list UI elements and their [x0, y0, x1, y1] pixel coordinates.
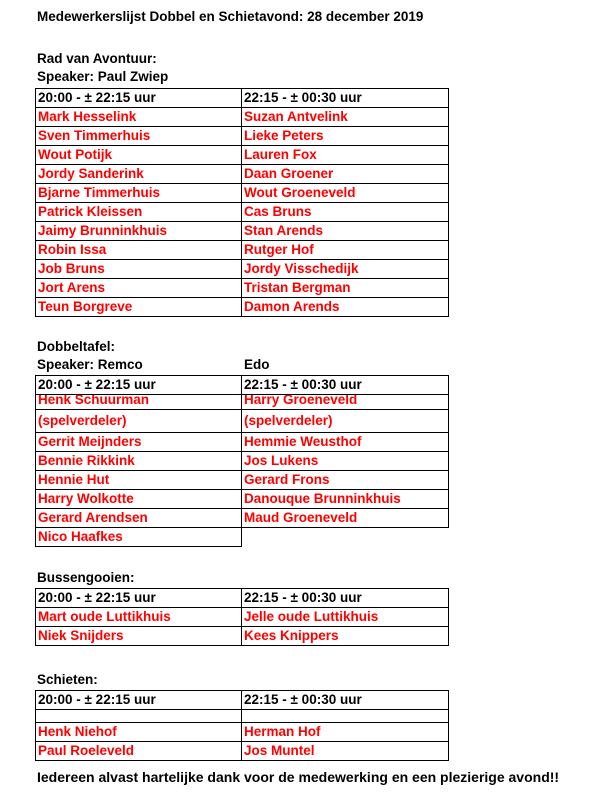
table-row: [36, 410, 449, 433]
col1-header: 20:00 - ± 22:15 uur: [36, 89, 242, 108]
name-cell: Gerard Arendsen: [36, 509, 242, 528]
table-row: [36, 627, 449, 646]
name-cell: Wout Potijk: [36, 146, 242, 165]
rad-table: [35, 88, 449, 317]
name-cell: Hennie Hut: [36, 471, 242, 490]
col2-header: 22:15 - ± 00:30 uur: [242, 376, 449, 395]
dobbel-speaker-left: Speaker: Remco: [37, 357, 143, 372]
table-row: [36, 108, 449, 127]
bussen-heading: Bussengooien:: [37, 570, 135, 585]
table-row: [36, 490, 449, 509]
name-cell: Stan Arends: [242, 222, 449, 241]
table-header-row: [36, 89, 449, 108]
table-row: [36, 260, 449, 279]
table-row: [36, 742, 449, 761]
page-title: Medewerkerslijst Dobbel en Schietavond: 28 december 2019: [37, 9, 424, 24]
name-cell: (spelverdeler): [36, 410, 242, 433]
name-cell: Wout Groeneveld: [242, 184, 449, 203]
col1-header: 20:00 - ± 22:15 uur: [36, 589, 242, 608]
schieten-heading: Schieten:: [37, 672, 98, 687]
table-row: [36, 471, 449, 490]
dobbel-speaker-right: Edo: [244, 357, 270, 372]
name-cell: Herman Hof: [242, 723, 449, 742]
empty-cell: [36, 710, 242, 723]
table-row: [36, 608, 449, 627]
col2-header: 22:15 - ± 00:30 uur: [242, 589, 449, 608]
name-cell: Suzan Antvelink: [242, 108, 449, 127]
name-cell: Patrick Kleissen: [36, 203, 242, 222]
name-cell: Mark Hesselink: [36, 108, 242, 127]
name-cell: Jelle oude Luttikhuis: [242, 608, 449, 627]
name-cell: Jos Lukens: [242, 452, 449, 471]
footer-message: Iedereen alvast hartelijke dank voor de medewerking en een plezierige avond!!: [37, 769, 560, 785]
name-cell: Jordy Sanderink: [36, 165, 242, 184]
table-row: [36, 127, 449, 146]
name-cell: Danouque Brunninkhuis: [242, 490, 449, 509]
name-cell: Jordy Visschedijk: [242, 260, 449, 279]
name-cell: Kees Knippers: [242, 627, 449, 646]
name-cell: Jos Muntel: [242, 742, 449, 761]
name-cell: Gerard Frons: [242, 471, 449, 490]
table-row: [36, 509, 449, 528]
name-cell: Henk Schuurman: [36, 395, 242, 410]
name-cell: Paul Roeleveld: [36, 742, 242, 761]
name-cell: Gerrit Meijnders: [36, 433, 242, 452]
table-header-row: [36, 691, 449, 710]
table-row: [36, 528, 449, 547]
name-cell: Mart oude Luttikhuis: [36, 608, 242, 627]
name-cell: Robin Issa: [36, 241, 242, 260]
rad-heading: Rad van Avontuur:: [37, 51, 157, 66]
name-cell: Bennie Rikkink: [36, 452, 242, 471]
dobbel-heading: Dobbeltafel:: [37, 339, 116, 354]
name-cell: (spelverdeler): [242, 410, 449, 433]
table-row: [36, 710, 449, 723]
rad-speaker: Speaker: Paul Zwiep: [37, 69, 169, 84]
col1-header: 20:00 - ± 22:15 uur: [36, 691, 242, 710]
bussen-table: [35, 588, 449, 646]
name-cell: Jaimy Brunninkhuis: [36, 222, 242, 241]
name-cell: Maud Groeneveld: [242, 509, 449, 528]
name-cell: Daan Groener: [242, 165, 449, 184]
name-cell: Jort Arens: [36, 279, 242, 298]
table-row: [36, 222, 449, 241]
name-cell: Cas Bruns: [242, 203, 449, 222]
name-cell: Teun Borgreve: [36, 298, 242, 317]
table-row: [36, 395, 449, 410]
name-cell: Hemmie Weusthof: [242, 433, 449, 452]
col2-header: 22:15 - ± 00:30 uur: [242, 691, 449, 710]
name-cell: Harry Groeneveld: [242, 395, 449, 410]
name-cell: Sven Timmerhuis: [36, 127, 242, 146]
table-header-row: [36, 589, 449, 608]
dobbel-table: [35, 375, 449, 547]
name-cell: Niek Snijders: [36, 627, 242, 646]
empty-cell: [242, 528, 449, 547]
name-cell: Bjarne Timmerhuis: [36, 184, 242, 203]
table-row: [36, 279, 449, 298]
table-row: [36, 165, 449, 184]
col2-header: 22:15 - ± 00:30 uur: [242, 89, 449, 108]
name-cell: Rutger Hof: [242, 241, 449, 260]
schieten-table: [35, 690, 449, 761]
table-row: [36, 241, 449, 260]
empty-cell: [242, 710, 449, 723]
table-row: [36, 298, 449, 317]
name-cell: Tristan Bergman: [242, 279, 449, 298]
table-row: [36, 146, 449, 165]
table-row: [36, 184, 449, 203]
col1-header: 20:00 - ± 22:15 uur: [36, 376, 242, 395]
table-row: [36, 433, 449, 452]
name-cell: Nico Haafkes: [36, 528, 242, 547]
name-cell: Job Bruns: [36, 260, 242, 279]
name-cell: Lieke Peters: [242, 127, 449, 146]
name-cell: Damon Arends: [242, 298, 449, 317]
table-row: [36, 723, 449, 742]
table-row: [36, 203, 449, 222]
name-cell: Henk Niehof: [36, 723, 242, 742]
table-header-row: [36, 376, 449, 395]
name-cell: Lauren Fox: [242, 146, 449, 165]
table-row: [36, 452, 449, 471]
name-cell: Harry Wolkotte: [36, 490, 242, 509]
